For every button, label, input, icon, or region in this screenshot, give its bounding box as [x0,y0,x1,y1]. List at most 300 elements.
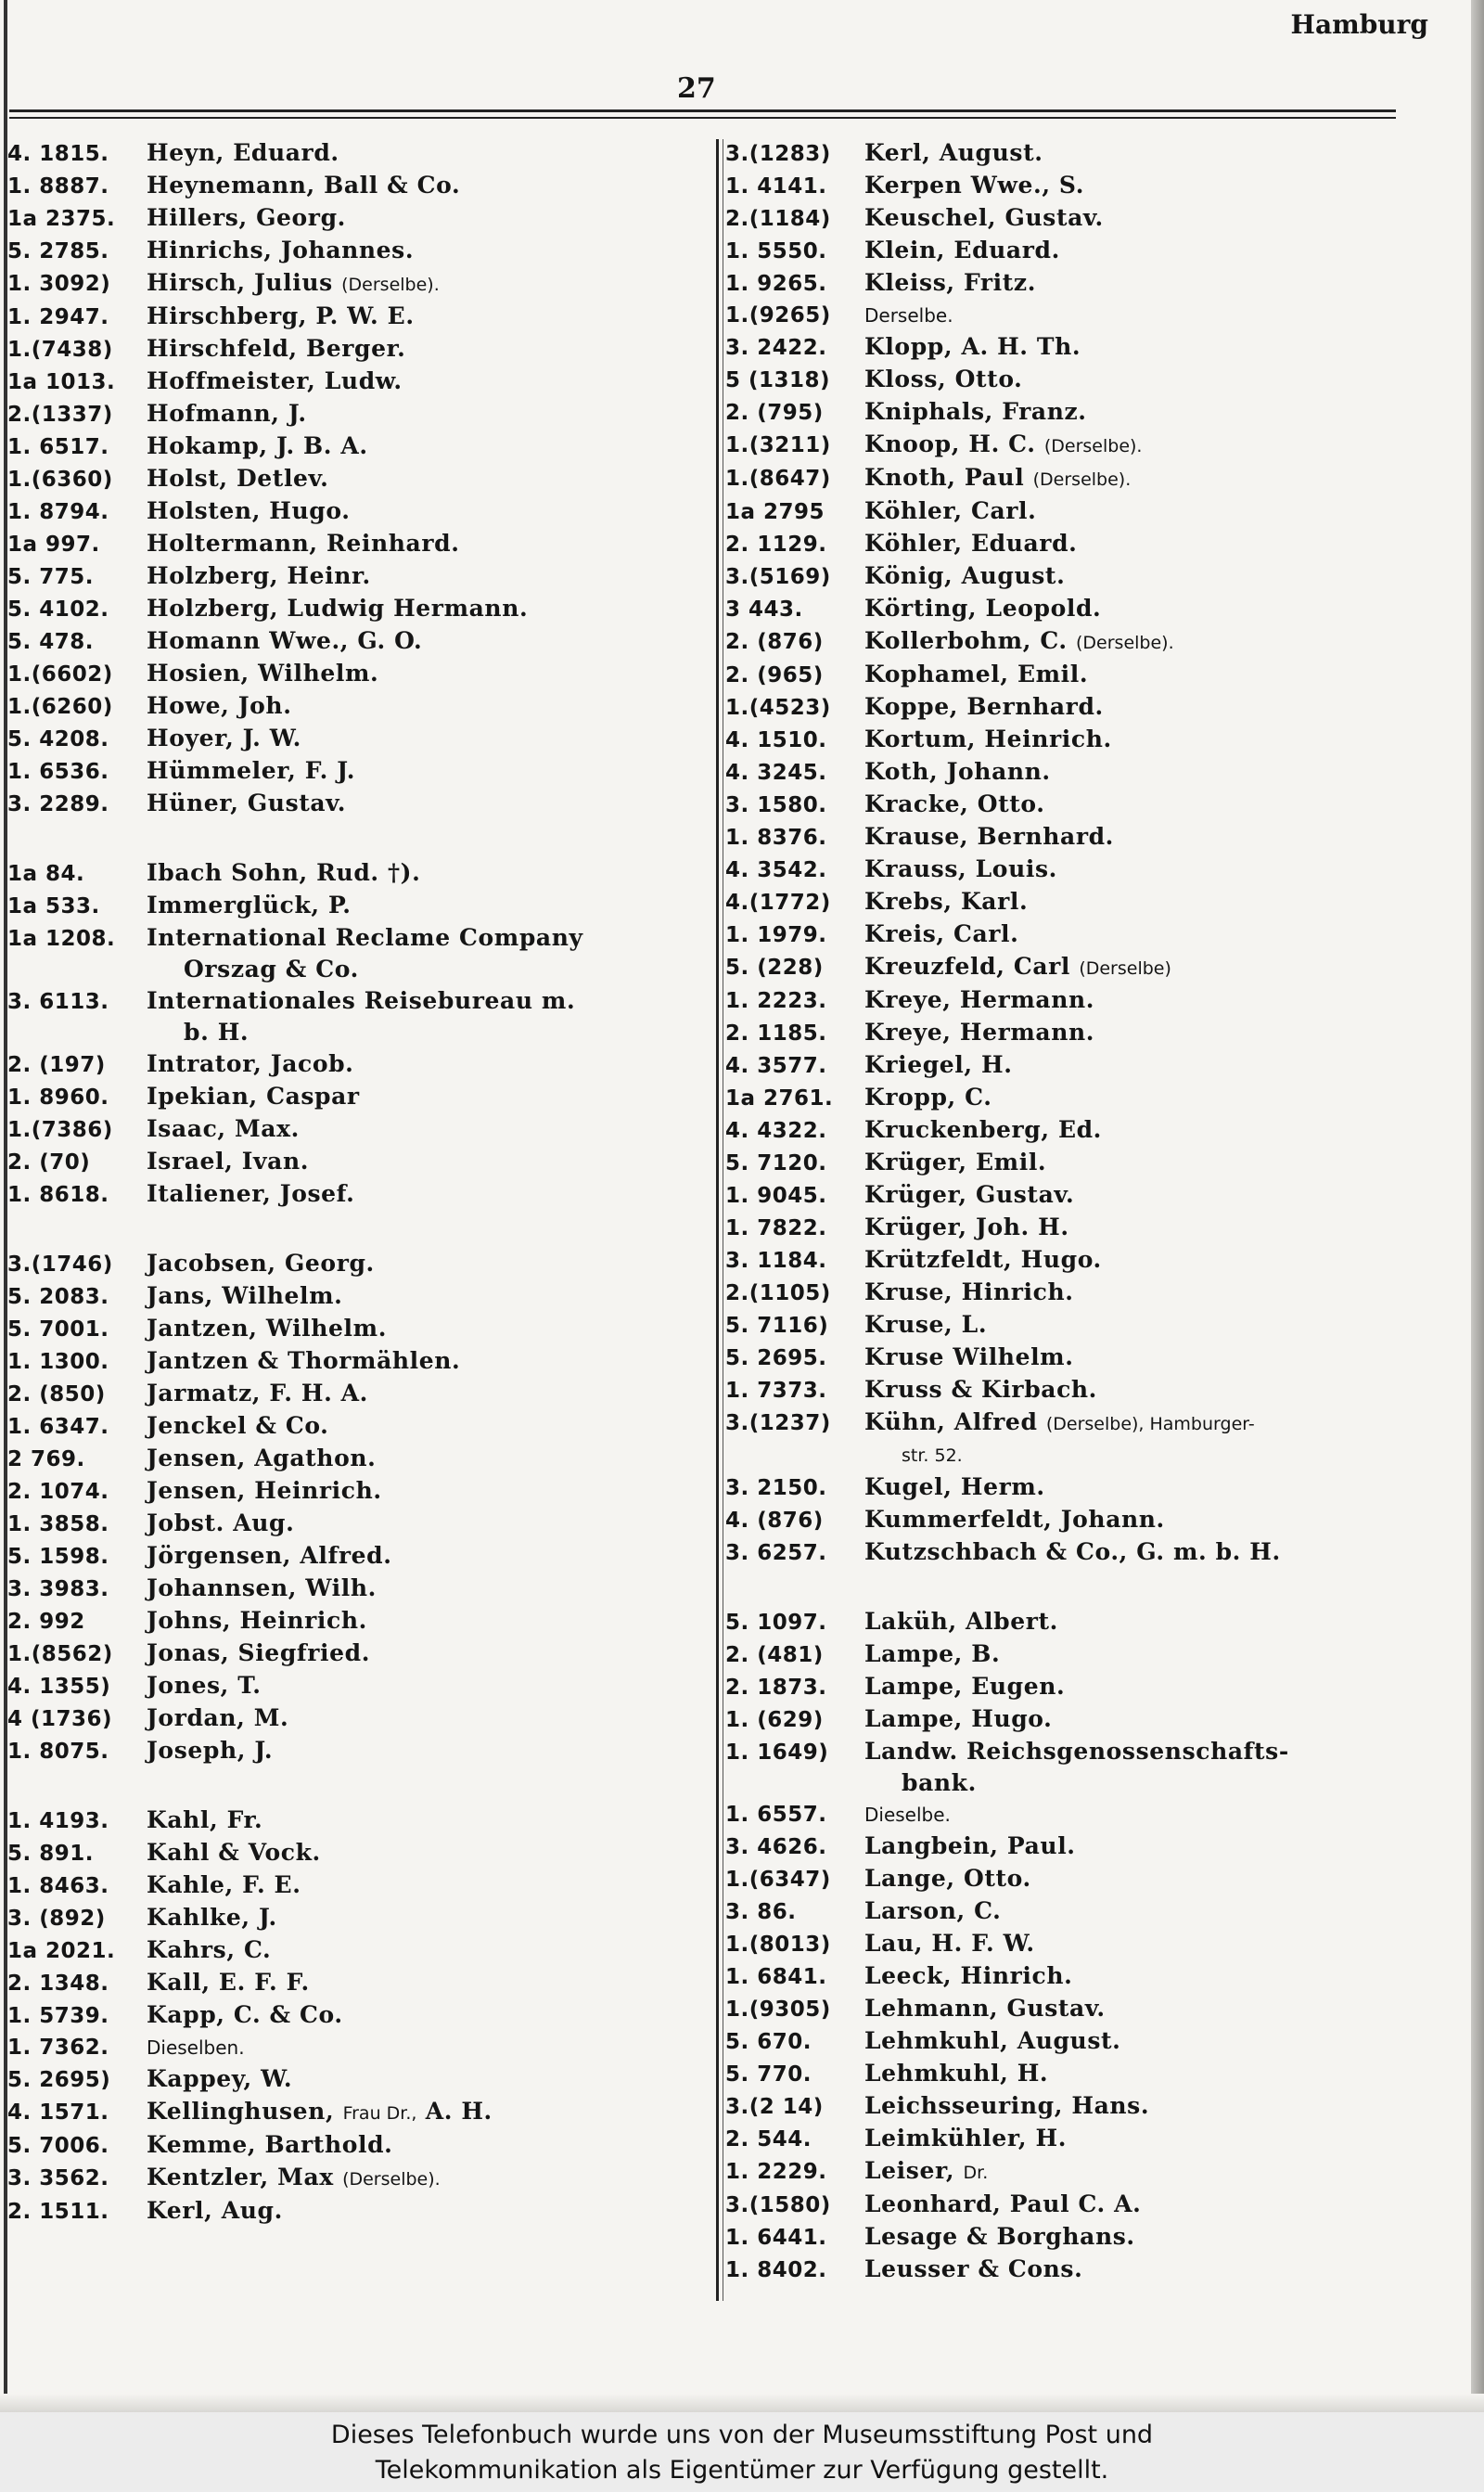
directory-entry [725,1863,1439,1895]
subscriber-name [147,1638,370,1669]
subscriber-name-text: Knoop, H. C. [864,430,1036,457]
subscriber-name [147,1869,301,1901]
directory-entry [7,560,708,593]
directory-entry [725,984,1439,1017]
phone-number: 4 (1736) [7,1707,113,1731]
subscriber-name [864,1736,1289,1799]
subscriber-name [864,2058,1048,2089]
subscriber-name [147,922,583,985]
directory-entry [725,1049,1439,1082]
subscriber-name-text: Kleiss, Fritz. [864,269,1037,296]
phone-number: 2. (876) [725,630,824,654]
subscriber-name-text: Kentzler, Max [147,2164,334,2190]
subscriber-name [864,1212,1069,1243]
directory-entry [7,398,708,430]
phone-number: 1. 7822. [725,1216,827,1240]
entry-note: (Derselbe). [342,2169,441,2190]
directory-entry [725,1928,1439,1960]
subscriber-name [864,1114,1102,1146]
subscriber-name [864,560,1065,592]
subscriber-name [864,2254,1082,2285]
directory-entry [725,2189,1439,2221]
subscriber-name [864,1374,1097,1406]
subscriber-name [147,723,301,754]
directory-entry [7,2195,708,2228]
directory-entry [7,658,708,690]
phone-number: 1. 8402. [725,2258,827,2282]
directory-entry [7,788,708,820]
directory-entry [725,854,1439,886]
subscriber-name [864,1471,1045,1503]
subscriber-name-text: Lampe, B. [864,1640,1001,1667]
subscriber-name [147,1934,271,1966]
subscriber-name [147,1378,368,1409]
subscriber-name-text: Kühn, Alfred [864,1408,1038,1435]
subscriber-name [864,886,1028,918]
subscriber-name [864,137,1043,169]
phone-number: 2. 992 [7,1610,85,1634]
subscriber-name [147,301,415,332]
entry-note: (Derselbe). [341,275,440,295]
phone-number: 1. 5550. [725,239,827,263]
subscriber-name [147,658,378,689]
subscriber-name [147,890,352,921]
phone-number: 3. 2289. [7,792,109,816]
footer-line-2: Telekommunikation als Eigentümer zur Verfügung gestellt. [375,2456,1109,2485]
phone-number: 5. 670. [725,2030,812,2054]
letter-section [7,137,708,820]
phone-number: 1. 1300. [7,1350,109,1374]
directory-entry [725,1374,1439,1407]
subscriber-name [147,1573,377,1604]
subscriber-name [147,463,328,495]
phone-number: 1. 3858. [7,1512,109,1536]
subscriber-name [864,1244,1102,1276]
phone-number: 2. 544. [725,2127,812,2152]
subscriber-name [864,659,1088,690]
directory-entry [7,137,708,170]
directory-entry [7,1735,708,1767]
directory-entry [7,1540,708,1573]
phone-number: 2. 1074. [7,1480,109,1504]
subscriber-name-text: Kniphals, Franz. [864,398,1087,425]
subscriber-name [147,2162,441,2195]
directory-entry [7,1999,708,2032]
directory-entry [725,1017,1439,1049]
subscriber-name-continuation: b. H. [184,1019,249,1046]
subscriber-name-text: Israel, Ivan. [147,1148,310,1175]
subscriber-name [864,1830,1076,1862]
directory-entry [7,528,708,560]
subscriber-name-text: Lehmann, Gustav. [864,1995,1106,2022]
subscriber-name-text: Howe, Joh. [147,692,292,719]
subscriber-name [147,1048,353,1080]
directory-entry [725,1179,1439,1212]
subscriber-name [147,528,460,559]
directory-entry [7,495,708,528]
subscriber-name [147,857,420,889]
directory-entry [725,137,1439,170]
phone-number: 1. 5739. [7,2004,109,2028]
directory-entry [725,300,1439,331]
phone-number: 1a 2375. [7,207,116,231]
directory-entry [7,1805,708,1837]
subscriber-name-text: Jordan, M. [147,1704,289,1731]
subscriber-name [147,1540,392,1572]
directory-entry [725,396,1439,429]
directory-entry [725,331,1439,364]
subscriber-name-text: Kahl & Vock. [147,1839,321,1866]
subscriber-name [864,429,1142,462]
subscriber-name-text: König, August. [864,562,1066,589]
subscriber-name-text: Krützfeldt, Hugo. [864,1246,1102,1273]
directory-entry [725,2058,1439,2090]
subscriber-name [864,1017,1094,1048]
subscriber-name-text: Kruss & Kirbach. [864,1376,1097,1403]
subscriber-name-text: International Reclame Company [147,924,583,951]
phone-number: 1.(8562) [7,1642,113,1666]
phone-number: 4. (876) [725,1509,824,1533]
subscriber-name [864,2155,988,2189]
phone-number: 1a 2021. [7,1939,116,1963]
phone-number: 2. 1185. [725,1021,827,1046]
directory-entry [7,625,708,658]
subscriber-name [864,1606,1058,1638]
page-edge-shadow [1471,0,1484,2412]
phone-number: 2.(1337) [7,403,113,427]
phone-number: 4. 3542. [725,858,827,882]
phone-number: 1a 997. [7,533,100,557]
phone-number: 3. 1184. [725,1249,827,1273]
directory-entry [725,1993,1439,2025]
subscriber-name [147,2063,292,2095]
subscriber-name [147,366,403,397]
subscriber-name [864,170,1084,201]
phone-number: 3. (892) [7,1907,106,1931]
directory-entry [725,1277,1439,1309]
directory-entry [725,462,1439,495]
subscriber-name-text: Kruse Wilhelm. [864,1343,1074,1370]
subscriber-name [147,1475,382,1507]
directory-entry [725,1895,1439,1928]
subscriber-name [864,593,1101,624]
directory-entry [725,495,1439,528]
phone-number: 5. 7006. [7,2134,109,2158]
subscriber-name [864,918,1018,950]
directory-entry [725,202,1439,235]
subscriber-name-text: Hirschberg, P. W. E. [147,302,415,329]
directory-entry [7,1410,708,1443]
subscriber-name [864,789,1045,820]
subscriber-name-text: Kortum, Heinrich. [864,726,1112,752]
phone-number: 5. 770. [725,2062,812,2087]
phone-number: 1a 84. [7,862,85,886]
directory-entry [725,528,1439,560]
subscriber-name-text: Leiser, [864,2157,955,2184]
subscriber-name-text: Kracke, Otto. [864,790,1045,817]
phone-number: 1.(6602) [7,662,113,687]
phone-number: 2. (481) [725,1643,824,1667]
subscriber-name [147,1146,309,1177]
subscriber-name-text: Leimkühler, H. [864,2125,1067,2152]
subscriber-name [864,821,1114,853]
subscriber-name-text: Lampe, Eugen. [864,1673,1066,1700]
entry-note: Dieselben. [147,2036,245,2059]
directory-entry [725,789,1439,821]
subscriber-name [864,1407,1255,1471]
directory-entry [725,2254,1439,2286]
directory-entry [725,1114,1439,1147]
subscriber-name-text: Kriegel, H. [864,1051,1013,1078]
directory-entry [7,1280,708,1313]
entry-note: (Derselbe). [1032,469,1132,490]
phone-number: 2.(1105) [725,1281,831,1305]
phone-number: 1. 8887. [7,174,109,199]
subscriber-name-text: Hofmann, J. [147,400,307,427]
entry-note: (Derselbe). [1043,436,1143,456]
phone-number: 4. 1510. [725,728,827,752]
subscriber-name-text: Kruse, Hinrich. [864,1278,1074,1305]
letter-section [7,1248,708,1767]
subscriber-name-text: Holzberg, Heinr. [147,562,371,589]
subscriber-name-text: Lau, H. F. W. [864,1930,1035,1957]
directory-entry [7,1081,708,1113]
phone-number: 1.(6347) [725,1868,831,1892]
subscriber-name [864,1049,1013,1081]
entry-note: Frau Dr., [342,2103,417,2124]
directory-entry [725,756,1439,789]
subscriber-name [147,2096,493,2129]
subscriber-name-text: Jonas, Siegfried. [147,1639,371,1666]
directory-entry [725,1147,1439,1179]
entry-note: (Derselbe) [1079,958,1171,979]
phone-number: 1. 8960. [7,1085,109,1110]
directory-entry [7,1146,708,1178]
directory-entry [7,1934,708,1967]
directory-entry [7,202,708,235]
directory-entry [7,1378,708,1410]
phone-number: 3. 4626. [725,1835,827,1859]
subscriber-name [147,1967,310,1998]
subscriber-name [864,2189,1141,2220]
subscriber-name [147,1999,343,2031]
directory-entry [725,1830,1439,1863]
directory-entry [7,593,708,625]
directory-entry [725,2090,1439,2123]
phone-number: 1.(8013) [725,1933,831,1957]
directory-entry [725,1671,1439,1703]
phone-number: 5. 7120. [725,1151,827,1175]
phone-number: 1. 2229. [725,2160,827,2184]
subscriber-name [147,137,339,169]
right-column [725,137,1439,2286]
directory-entry [7,2129,708,2162]
subscriber-name-text: Kall, E. F. F. [147,1969,310,1996]
phone-number: 1. 8794. [7,500,109,524]
subscriber-name-text: Kummerfeldt, Johann. [864,1506,1165,1533]
subscriber-name [147,1113,300,1145]
directory-entry [7,1605,708,1638]
phone-number: 1. 6841. [725,1965,827,1989]
directory-entry [725,2221,1439,2254]
footer-line-1: Dieses Telefonbuch wurde uns von der Museumsstiftung Post und [330,2421,1154,2449]
subscriber-name [864,854,1057,885]
subscriber-name [864,462,1131,495]
phone-number: 2. 1873. [725,1676,827,1700]
phone-number: 3.(1580) [725,2193,831,2217]
subscriber-name [864,300,953,331]
phone-number: 5. 775. [7,565,94,589]
directory-entry [7,1508,708,1540]
phone-number: 3.(2 14) [725,2095,824,2119]
subscriber-name [147,1670,262,1702]
section-gap [7,1767,708,1805]
phone-number: 1. 4141. [725,174,827,199]
phone-number: 4. 4322. [725,1119,827,1143]
entry-note: Dr. [963,2163,989,2183]
letter-section [7,857,708,1211]
subscriber-name-text: Kugel, Herm. [864,1473,1045,1500]
directory-entry [725,951,1439,984]
subscriber-name [147,170,460,201]
directory-entry [725,625,1439,659]
subscriber-name [147,1248,375,1279]
directory-entry [7,1573,708,1605]
phone-number: 4. 1355) [7,1675,111,1699]
subscriber-name-text: Lampe, Hugo. [864,1705,1053,1732]
subscriber-name-text: Jarmatz, F. H. A. [147,1380,368,1407]
subscriber-name-text: Kerpen Wwe., S. [864,172,1085,199]
directory-entry [725,1342,1439,1374]
subscriber-name [147,755,355,787]
directory-entry [725,1244,1439,1277]
subscriber-name [864,331,1081,363]
subscriber-name-text: Kappey, W. [147,2065,293,2092]
phone-number: 1.(3211) [725,433,831,457]
phone-number: 3. 86. [725,1900,797,1924]
entry-note: Derselbe. [864,304,953,327]
phone-number: 1. 2223. [725,989,827,1013]
phone-number: 1.(9265) [725,303,831,328]
subscriber-name-text: Kruckenberg, Ed. [864,1116,1102,1143]
directory-entry [7,2032,708,2063]
phone-number: 3. 2150. [725,1476,827,1500]
subscriber-name-text: Kahlke, J. [147,1904,277,1931]
phone-number: 1. 7362. [7,2036,109,2060]
subscriber-name-text: Krüger, Gustav. [864,1181,1075,1208]
phone-number: 1a 1013. [7,370,116,394]
subscriber-name [864,235,1060,266]
entry-note: (Derselbe). [1076,633,1174,653]
subscriber-name-text: Leeck, Hinrich. [864,1962,1073,1989]
directory-entry [7,1345,708,1378]
footer-notice [0,2412,1484,2492]
subscriber-name [864,1863,1031,1895]
subscriber-name [864,1671,1065,1702]
subscriber-name [864,396,1087,428]
subscriber-name [864,951,1171,984]
subscriber-name-text: Hoyer, J. W. [147,725,301,751]
subscriber-name [147,1410,328,1442]
subscriber-name-text: Kahle, F. E. [147,1871,301,1898]
phone-number: 1. (629) [725,1708,824,1732]
phone-number: 3. 3562. [7,2166,109,2190]
subscriber-name-text: Jantzen, Wilhelm. [147,1315,388,1342]
subscriber-name [147,1902,277,1933]
subscriber-name [864,1277,1074,1308]
subscriber-name-text: Kreuzfeld, Carl [864,953,1070,980]
phone-number: 3. 1580. [725,793,827,817]
subscriber-name-text: Hüner, Gustav. [147,790,347,816]
subscriber-name [147,1508,294,1539]
subscriber-name-text: Ibach Sohn, Rud. †). [147,859,421,886]
phone-number: 5 (1318) [725,368,831,392]
subscriber-name-text: Jensen, Agathon. [147,1445,377,1471]
subscriber-name [147,495,351,527]
phone-number: 1. 6536. [7,760,109,784]
directory-entry [7,1443,708,1475]
subscriber-name [864,1179,1074,1211]
subscriber-name-text: Holzberg, Ludwig Hermann. [147,595,529,622]
subscriber-name [864,1342,1074,1373]
subscriber-name [147,690,292,722]
phone-number: 1. 8075. [7,1740,109,1764]
directory-entry [7,1313,708,1345]
subscriber-name-text: Jantzen & Thormählen. [147,1347,461,1374]
phone-number: 5. 4102. [7,597,109,622]
phone-number: 1. 8618. [7,1183,109,1207]
directory-entry [725,2025,1439,2058]
subscriber-name-text: Hillers, Georg. [147,204,346,231]
subscriber-name-text: Keuschel, Gustav. [864,204,1104,231]
directory-entry [725,170,1439,202]
subscriber-name-text: Johannsen, Wilh. [147,1574,377,1601]
subscriber-name [147,788,346,819]
subscriber-name-text: Larson, C. [864,1897,1002,1924]
subscriber-name-text: Kreye, Hermann. [864,1019,1095,1046]
subscriber-name [864,495,1036,527]
subscriber-name-text: Kropp, C. [864,1084,992,1111]
directory-entry [725,1960,1439,1993]
subscriber-name-text: Kollerbohm, C. [864,627,1068,654]
directory-entry [7,430,708,463]
directory-entry [7,755,708,788]
phone-number: 4.(1772) [725,891,831,915]
subscriber-name [147,267,440,301]
phone-number: 1. 3092) [7,272,111,296]
subscriber-name-text: Kreye, Hermann. [864,986,1095,1013]
subscriber-name-text: Jans, Wilhelm. [147,1282,343,1309]
directory-entry [725,724,1439,756]
directory-entry [725,1703,1439,1736]
subscriber-name-text: Hümmeler, F. J. [147,757,356,784]
phone-number: 5. 2083. [7,1285,109,1309]
directory-entry [7,170,708,202]
directory-entry [7,2096,708,2129]
phone-number: 5. 4208. [7,727,109,751]
directory-entry [7,1048,708,1081]
subscriber-name-text: Kerl, August. [864,139,1043,166]
subscriber-name-text: Jenckel & Co. [147,1412,329,1439]
subscriber-name [864,1703,1052,1735]
subscriber-name [864,267,1036,299]
subscriber-name [864,1536,1281,1568]
subscriber-name-text: Klein, Eduard. [864,237,1060,263]
phone-number: 1. 6347. [7,1415,109,1439]
subscriber-name-text: Knoth, Paul [864,464,1025,491]
directory-entry [7,1670,708,1702]
subscriber-name [147,2032,245,2063]
